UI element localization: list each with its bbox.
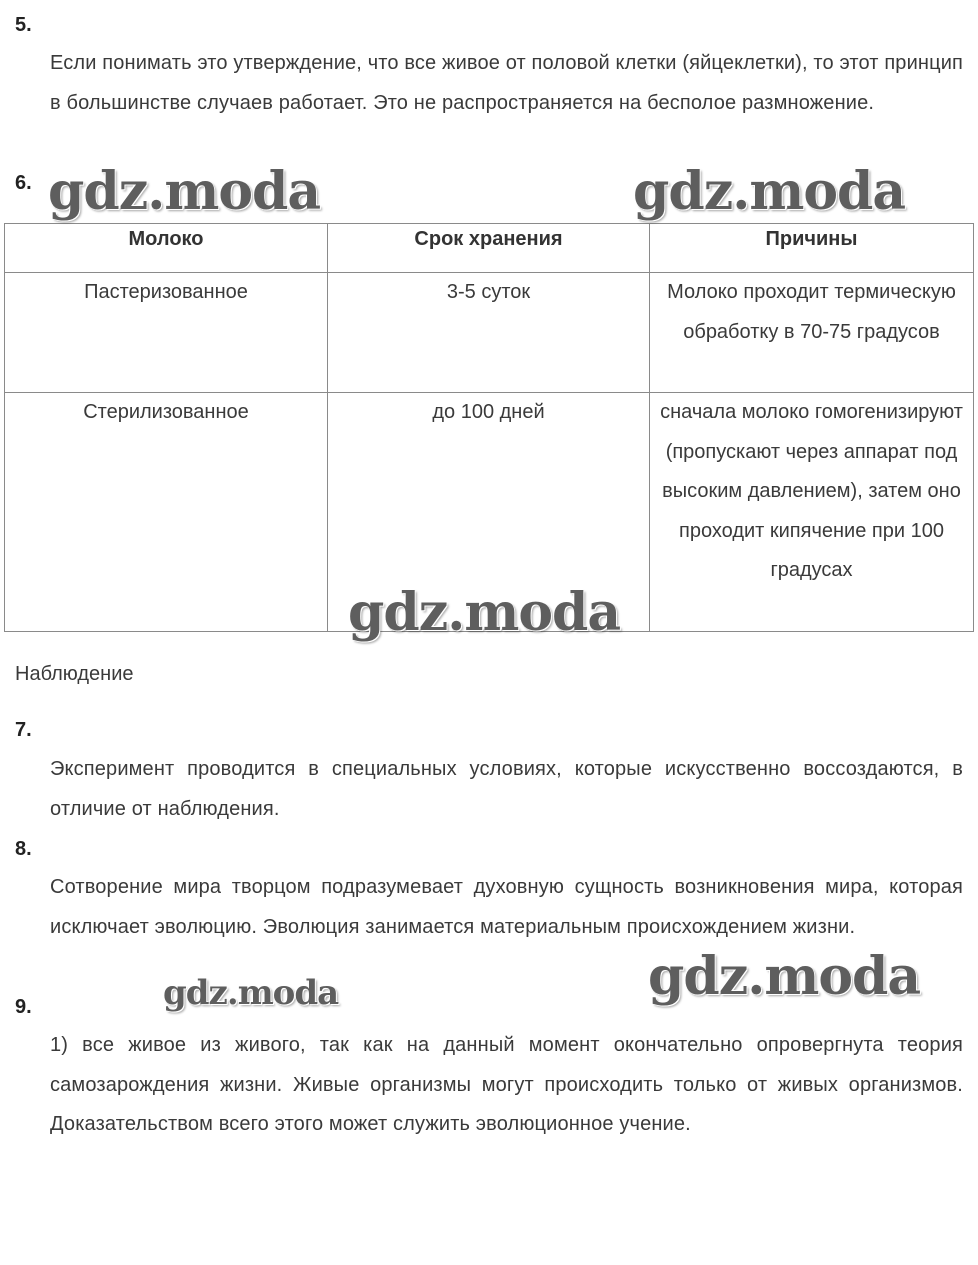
answer-5-text: Если понимать это утверждение, что все живое от половой клетки (яйцеклетки), то этот принцип в большинстве случаев работает. Это не распространяется на бесполое размножение. (50, 52, 963, 114)
cell-reason: Молоко проходит термическую обработку в 70-75 градусов (650, 273, 974, 393)
item-number-6: 6. (15, 172, 32, 194)
table-row (5, 273, 974, 393)
observation-label: Наблюдение (15, 663, 134, 685)
header-shelf-life: Срок хранения (328, 224, 650, 273)
cell-reason: сначала молоко гомогенизируют (пропускают через аппарат под высоким давлением), затем оно проходит кипячение при 100 градусах (650, 393, 974, 632)
cell-milk-type: Стерилизованное (5, 393, 328, 632)
item-number-9: 9. (15, 996, 32, 1018)
answer-9-text: 1) все живое из живого, так как на данный момент окончательно опровергнута теория самозарождения жизни. Живые организмы могут происходить только от живых организмов. Доказательством всего этого может служить эволюционное учение. (50, 1034, 963, 1135)
header-milk: Молоко (5, 224, 328, 273)
answer-8-text: Сотворение мира творцом подразумевает духовную сущность возникновения мира, которая исключает эволюцию. Эволюция занимается материальным происхождением жизни. (50, 876, 963, 938)
milk-storage-table (4, 223, 974, 632)
watermark-logo: gdz.moda (48, 161, 321, 222)
table-header-row (5, 224, 974, 273)
watermark-logo: gdz.moda (648, 946, 921, 1007)
watermark-logo: gdz.moda (348, 582, 621, 643)
cell-milk-type: Пастеризованное (5, 273, 328, 393)
item-number-8: 8. (15, 838, 32, 860)
cell-shelf-life: 3-5 суток (328, 273, 650, 393)
answer-7-text: Эксперимент проводится в специальных условиях, которые искусственно воссоздаются, в отличие от наблюдения. (50, 758, 963, 820)
cell-shelf-life: до 100 дней (328, 393, 650, 632)
watermark-logo: gdz.moda (633, 161, 906, 222)
watermark-logo: gdz.moda (163, 973, 339, 1013)
item-number-7: 7. (15, 719, 32, 741)
item-number-5: 5. (15, 14, 32, 36)
header-reasons: Причины (650, 224, 974, 273)
